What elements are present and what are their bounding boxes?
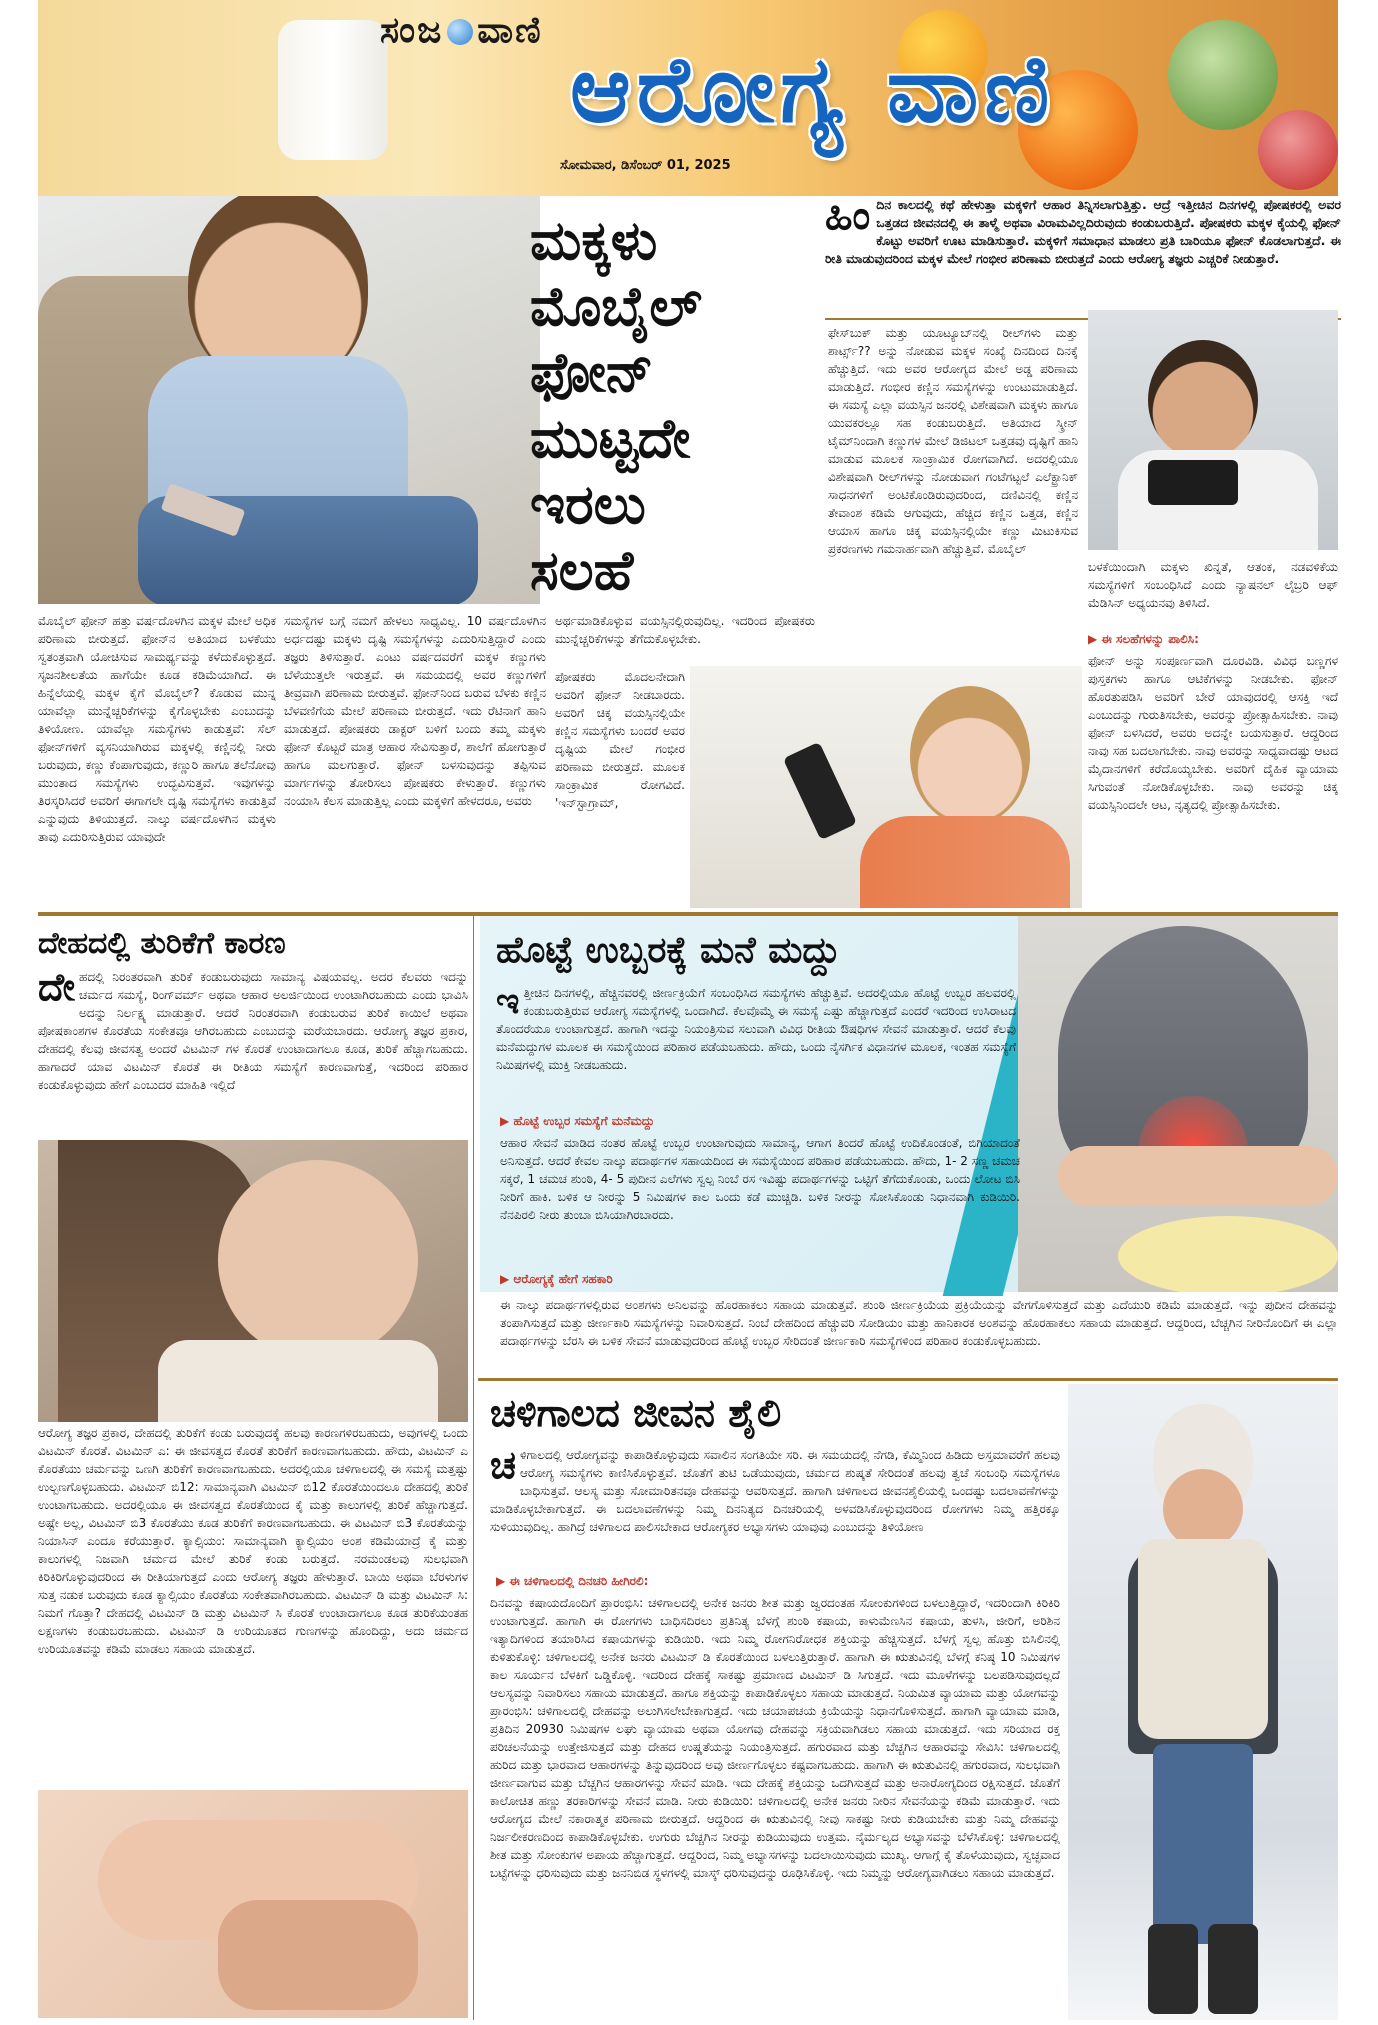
dropcap: ಇ: [496, 984, 520, 1022]
fruit-illustration: [1168, 20, 1278, 130]
dropcap: ಚ: [490, 1446, 516, 1487]
article3-headline: ಹೊಟ್ಟೆ ಉಬ್ಬರಕ್ಕೆ ಮನೆ ಮದ್ದು: [496, 930, 841, 971]
article1-col2: ಸಮಸ್ಯೆಗಳ ಬಗ್ಗೆ ನಮಗೆ ಹೇಳಲು ಸಾಧ್ಯವಿಲ್ಲ. 10 ವರ್ಷದೊಳಗಿನ ಅರ್ಧದಷ್ಟು ಮಕ್ಕಳು ದೃಷ್ಟಿ ಸಮಸ್ಯೆಗಳನ್ನು ಎದುರಿಸುತ್ತಿದ್ದಾರೆ ಎಂದು ತಜ್ಞರು ತಿಳಿಸುತ್ತಾರೆ. ಎಂಟು ವರ್ಷದವರೆಗೆ ಮಕ್ಕಳ ಕಣ್ಣುಗಳು ಬೆಳೆಯುತ್ತಲೇ ಇರುತ್ತವೆ. ಈ ಸಮಯದಲ್ಲಿ ಅವರ ಕಣ್ಣುಗಳಿಗೆ ತೀವ್ರವಾಗಿ ಪರಿಣಾಮ ಬೀರುತ್ತವೆ. ಫೋನ್‌ನಿಂದ ಬರುವ ಬೆಳಕು ಕಣ್ಣಿನ ಬೆಳವಣಿಗೆಯ ಮೇಲೆ ಪರಿಣಾಮ ಬೀರುತ್ತದೆ. ಇದು ರೆಟಿನಾಗೆ ಹಾನಿ ಮಾಡುತ್ತದೆ. ಪೋಷಕರು ಡಾಕ್ಟರ್ ಬಳಿಗೆ ಬಂದು ತಮ್ಮ ಮಕ್ಕಳು ಫೋನ್ ಕೊಟ್ಟರೆ ಮಾತ್ರ ಆಹಾರ ಸೇವಿಸುತ್ತಾರೆ, ಶಾಲೆಗೆ ಹೋಗುತ್ತಾರೆ ಹಾಗೂ ಮಲಗುತ್ತಾರೆ. ಫೋನ್ ಬಳಸುವುದನ್ನು ತಪ್ಪಿಸುವ ಮಾರ್ಗಗಳನ್ನು ತೋರಿಸಲು ಪೋಷಕರು ಕೇಳುತ್ತಾರೆ. ಕಣ್ಣುಗಳು ನಂಯಾಸಿ ಕೆಲಸ ಮಾಡುತ್ತಿಲ್ಲ ಎಂದು ಮಕ್ಕಳಿಗೆ ಹೇಳದರೂ, ಅವರು: [284, 614, 546, 808]
photo-scratching-arm: [38, 1790, 468, 2018]
article2-body: ಆರೋಗ್ಯ ತಜ್ಞರ ಪ್ರಕಾರ, ದೇಹದಲ್ಲಿ ತುರಿಕೆಗೆ ಕಂಡು ಬರುವುದಕ್ಕೆ ಹಲವು ಕಾರಣಗಳಿರಬಹುದು, ಅವುಗಳಲ್ಲಿ ಒಂದು ವಿಟಮಿನ್ ಕೊರತೆ. ವಿಟಮಿನ್ ಎ: ಈ ಜೀವಸತ್ವದ ಕೊರತೆ ತುರಿಕೆಗೆ ಕಾರಣವಾಗಬಹುದು. ಹೌದು, ವಿಟಮಿನ್ ಎ ಕೊರತೆಯು ಚರ್ಮವನ್ನು ಒಣಗಿ ತುರಿಕೆಗೆ ಕಾರಣವಾಗಬಹುದು. ಅದರಲ್ಲಿಯೂ ಚಳಿಗಾಲದಲ್ಲಿ ಈ ಸಮಸ್ಯೆ ಮತ್ತಷ್ಟು ಉಲ್ಬಣಗೊಳ್ಳಬಹುದು. ವಿಟಮಿನ್ ಬಿ12: ಸಾಮಾನ್ಯವಾಗಿ ವಿಟಮಿನ್ ಬಿ12 ಕೊರತೆಯಿಂದಲೂ ದೇಹದಲ್ಲಿ ತುರಿಕೆ ಉಂಟಾಗಬಹುದು. ಅದರಲ್ಲಿಯೂ ಈ ಜೀವಸತ್ವದ ಕೊರತೆಯಿಂದ ಕೈ ಮತ್ತು ಕಾಲುಗಳಲ್ಲಿ ತುರಿಕೆ ಹೆಚ್ಚಾಗುತ್ತದೆ. ಅಷ್ಟೇ ಅಲ್ಲ, ವಿಟಮಿನ್ ಬಿ3 ಕೊರತೆಯು ಕೂಡ ತುರಿಕೆಗೆ ಕಾರಣವಾಗಬಹುದು. ಈ ವಿಟಮಿನ್ ಬಿ3 ಕೊರತೆಯನ್ನು ನಿಯಾಸಿನ್ ಎಂದೂ ಕರೆಯುತ್ತಾರೆ. ಕ್ಯಾಲ್ಸಿಯಂ: ಸಾಮಾನ್ಯವಾಗಿ ಕ್ಯಾಲ್ಸಿಯಂ ಅಂಶ ಕಡಿಮೆಯಾದ್ರೆ ಕೈ ಮತ್ತು ಕಾಲುಗಳಲ್ಲಿ ನಿಜವಾಗಿ ಚರ್ಮದ ಮೇಲೆ ತುರಿಕೆ ಕಂಡು ಬರುತ್ತದೆ. ನರಮಂಡಲವು ಸುಲಭವಾಗಿ ಕಿರಿಕಿರಿಗೊಳ್ಳುವುದರಿಂದ ಈ ರೀತಿಯಾಗುತ್ತದೆ ಎಂದು ಆರೋಗ್ಯ ತಜ್ಞರು ಹೇಳುತ್ತಾರೆ. ಬಾಯಿ ಅಥವಾ ಬೆರಳುಗಳ ಸುತ್ತ ನಡುಕ ಬರುವುದು ಕೂಡ ಕ್ಯಾಲ್ಸಿಯಂ ಕೊರತೆಯ ಸಂಕೇತವಾಗಿರಬಹುದು. ವಿಟಮಿನ್ ಡಿ ಮತ್ತು ವಿಟಮಿನ್ ಸಿ: ನಿಮಗೆ ಗೊತ್ತಾ? ದೇಹದಲ್ಲಿ ವಿಟಮಿನ್ ಡಿ ಮತ್ತು ವಿಟಮಿನ್ ಸಿ ಕೊರತೆ ಉಂಟಾದಾಗಲೂ ಕೂಡ ತುರಿಕೆಯಂತಹ ಲಕ್ಷಣಗಳು ಕಂಡುಬರಬಹುದು. ವಿಟಮಿನ್ ಡಿ ಉರಿಯೂತದ ಗುಣಗಳನ್ನು ಹೊಂದಿದ್ದು, ಅದು ಚರ್ಮದ ಉರಿಯೂತವನ್ನು ಕಡಿಮೆ ಮಾಡಲು ಸಹಾಯ ಮಾಡುತ್ತದೆ.: [38, 1426, 468, 1656]
article3-subheading-1: ▶ ಹೊಟ್ಟೆ ಉಬ್ಬರ ಸಮಸ್ಯೆಗೆ ಮನೆಮದ್ದು: [500, 1114, 655, 1128]
article4-subheading: ▶ ಈ ಚಳಿಗಾಲದಲ್ಲಿ ದಿನಚರಿ ಹೀಗಿರಲಿ:: [496, 1574, 649, 1588]
column-divider: [473, 916, 474, 2020]
tips-text: ಫೋನ್ ಅನ್ನು ಸಂಪೂರ್ಣವಾಗಿ ದೂರವಿಡಿ. ವಿವಿಧ ಬಣ್ಣಗಳ ಪುಸ್ತಕಗಳು ಹಾಗೂ ಆಟಿಕೆಗಳನ್ನು ನೀಡಬೇಕು. ಫೋನ್ ಹೊರತುಪಡಿಸಿ ಅವರಿಗೆ ಬೇರೆ ಯಾವುದರಲ್ಲಿ ಆಸಕ್ತಿ ಇದೆ ಎಂಬುದನ್ನು ಗುರುತಿಸಬೇಕು, ಅವರನ್ನು ಪ್ರೋತ್ಸಾಹಿಸಬೇಕು. ನಾವು ಫೋನ್ ಬಳಸಿದರೆ, ಅವರು ಅದನ್ನೇ ಬಯಸುತ್ತಾರೆ. ಆದ್ದರಿಂದ ನಾವು ಸಹ ಬದಲಾಗಬೇಕು. ನಾವು ಅವರನ್ನು ಸಾಧ್ಯವಾದಷ್ಟು ಆಟದ ಮೈದಾನಗಳಿಗೆ ಕರೆದೊಯ್ಯಬೇಕು. ಅವರಿಗೆ ದೈಹಿಕ ವ್ಯಾಯಾಮ ಸಿಗುವಂತೆ ನೋಡಿಕೊಳ್ಳಬೇಕು. ನಾವು ಅವರನ್ನು ಚಿಕ್ಕ ವಯಸ್ಸಿನಿಂದಲೇ ಆಟ, ನೃತ್ಯದಲ್ಲಿ ಪ್ರೋತ್ಸಾಹಿಸಬೇಕು.: [1088, 654, 1338, 812]
article1-col-right-top: ಫೇಸ್‌ಬುಕ್ ಮತ್ತು ಯೂಟ್ಯೂಬ್‌ನಲ್ಲಿ ರೀಲ್‌ಗಳು ಮತ್ತು ಶಾರ್ಟ್ಸ್?? ಅನ್ನು ನೋಡುವ ಮಕ್ಕಳ ಸಂಖ್ಯೆ ದಿನದಿಂದ ದಿನಕ್ಕೆ ಹೆಚ್ಚುತ್ತಿದೆ. ಇದು ಅವರ ಆರೋಗ್ಯದ ಮೇಲೆ ಅಡ್ಡ ಪರಿಣಾಮ ಮಾಡುತ್ತಿದೆ. ಗಂಭೀರ ಕಣ್ಣಿನ ಸಮಸ್ಯೆಗಳನ್ನು ಉಂಟುಮಾಡುತ್ತಿದೆ. ಈ ಸಮಸ್ಯೆ ಎಲ್ಲಾ ವಯಸ್ಸಿನ ಜನರಲ್ಲಿ ವಿಶೇಷವಾಗಿ ಮಕ್ಕಳು ಹಾಗೂ ಯುವಕರಲ್ಲೂ ಸಹ ಕಂಡುಬರುತ್ತಿದೆ. ಅತಿಯಾದ ಸ್ಕ್ರೀನ್ ಟೈಮ್‌ನಿಂದಾಗಿ ಕಣ್ಣುಗಳ ಮೇಲೆ ಡಿಜಿಟಲ್ ಒತ್ತಡವು ದೃಷ್ಟಿಗೆ ಹಾನಿ ಮಾಡುವ ಮೂಲಕ ಸಾಂಕ್ರಾಮಿಕ ರೋಗವಾಗಿದೆ. ಅದರಲ್ಲಿಯೂ ವಿಶೇಷವಾಗಿ ರೀಲ್‌ಗಳನ್ನು ನೋಡುವಾಗ ಗಂಟೆಗಟ್ಟಲೆ ಎಲೆಕ್ಟ್ರಾನಿಕ್ ಸಾಧನಗಳಿಗೆ ಅಂಟಿಕೊಂಡಿರುವುದರಿಂದ, ದಣಿವಿನಲ್ಲಿ ಕಣ್ಣಿನ ತೇವಾಂಶ ಕಡಿಮೆ ಆಗುವುದು, ಹೆಚ್ಚಿದ ಕಣ್ಣಿನ ಒತ್ತಡ, ಕಣ್ಣಿನ ಆಯಾಸ ಹಾಗೂ ಚಿಕ್ಕ ವಯಸ್ಸಿನಲ್ಲಿಯೇ ಕಣ್ಣು ಮಿಟುಕಿಸುವ ಪ್ರಕರಣಗಳು ಗಮನಾರ್ಹವಾಗಿ ಹೆಚ್ಚುತ್ತಿವೆ. ಮೊಬೈಲ್: [828, 326, 1078, 556]
article3-intro: ಇತ್ತೀಚಿನ ದಿನಗಳಲ್ಲಿ, ಹೆಚ್ಚಿನವರಲ್ಲಿ ಜೀರ್ಣಕ್ರಿಯೆಗೆ ಸಂಬಂಧಿಸಿದ ಸಮಸ್ಯೆಗಳು ಹೆಚ್ಚುತ್ತಿವೆ. ಅದರಲ್ಲಿಯೂ ಹೊಟ್ಟೆ ಉಬ್ಬರ ಹಲವರಲ್ಲಿ ಕಂಡುಬರುತ್ತಿರುವ ಆರೋಗ್ಯ ಸಮಸ್ಯೆಗಳಲ್ಲಿ ಒಂದಾಗಿದೆ. ಕೆಲವೊಮ್ಮೆ ಈ ಸಮಸ್ಯೆ ಎಷ್ಟು ಹೆಚ್ಚಾಗುತ್ತದೆ ಎಂದರೆ ಇದರಿಂದ ಉಸಿರಾಟದ ತೊಂದರೆಯೂ ಉಂಟಾಗುತ್ತದೆ. ಹಾಗಾಗಿ ಇದನ್ನು ನಿಯಂತ್ರಿಸುವ ಸಲುವಾಗಿ ವಿವಿಧ ರೀತಿಯ ಔಷಧಿಗಳ ಸೇವನೆ ಮಾಡುತ್ತಾರೆ. ಆದರೆ ಕೆಲವು ಮನೆಮದ್ದುಗಳ ಮೂಲಕ ಈ ಸಮಸ್ಯೆಯಿಂದ ಪರಿಹಾರ ಪಡೆಯಬಹುದು. ಹೌದು, ಒಂದು ನೈಸರ್ಗಿಕ ವಿಧಾನಗಳ ಮೂಲಕ, ಇಂತಹ ಸಮಸ್ಯೆಗೆ ನಿಮಿಷಗಳಲ್ಲಿ ಮುಕ್ತಿ ನೀಡಬಹುದು.: [496, 984, 1016, 1072]
globe-icon: [447, 19, 473, 45]
article1-col3b: ಪೋಷಕರು ಮೊದಲನೇದಾಗಿ ಅವರಿಗೆ ಫೋನ್ ನೀಡಬಾರದು. ಅವರಿಗೆ ಚಿಕ್ಕ ವಯಸ್ಸಿನಲ್ಲಿಯೇ ಕಣ್ಣಿನ ಸಮಸ್ಯೆಗಳು ಬಂದರೆ ಅವರ ದೃಷ್ಟಿಯ ಮೇಲೆ ಗಂಭೀರ ಪರಿಣಾಮ ಬೀರುತ್ತದೆ. ಮೂಲಕ ಸಾಂಕ್ರಾಮಿಕ ರೋಗವಿದೆ. 'ಇನ್‌ಸ್ಟಾಗ್ರಾಮ್,: [555, 670, 685, 810]
photo-woman-in-snow: [1068, 1384, 1338, 2020]
photo-itchy-shoulder: [38, 1140, 468, 1422]
article1-col3a: ಅರ್ಥಮಾಡಿಕೊಳ್ಳುವ ವಯಸ್ಸಿನಲ್ಲಿರುವುದಿಲ್ಲ. ಇದರಿಂದ ಪೋಷಕರು ಮುನ್ನೆಚ್ಚರಿಕೆಗಳನ್ನು ತೆಗೆದುಕೊಳ್ಳಬೇಕು.: [555, 614, 815, 646]
tips-heading: ▶ ಈ ಸಲಹೆಗಳನ್ನು ಪಾಲಿಸಿ:: [1088, 632, 1199, 646]
article1-col-right-bottom: ಬಳಕೆಯಿಂದಾಗಿ ಮಕ್ಕಳು ಖಿನ್ನತೆ, ಆತಂಕ, ನಡವಳಿಕೆಯ ಸಮಸ್ಯೆಗಳಿಗೆ ಸಂಬಂಧಿಸಿದೆ ಎಂದು ನ್ಯಾಷನಲ್ ಲೈಬ್ರರಿ ಆಫ್ ಮೆಡಿಸಿನ್ ಅಧ್ಯಯನವು ತಿಳಿಸಿದೆ.: [1088, 560, 1338, 610]
section-divider: [478, 1378, 1338, 1381]
photo-boy-with-phone: [38, 196, 540, 604]
fruit-illustration: [1258, 110, 1338, 190]
article1-headline: ಮಕ್ಕಳು ಮೊಬೈಲ್ ಫೋನ್ ಮುಟ್ಟದೇ ಇರಲು ಸಲಹೆ: [530, 209, 702, 602]
article1-intro: ಹಿಂದಿನ ಕಾಲದಲ್ಲಿ ಕಥೆ ಹೇಳುತ್ತಾ ಮಕ್ಕಳಿಗೆ ಆಹಾರ ತಿನ್ನಿಸಲಾಗುತ್ತಿತ್ತು. ಆದ್ರೆ ಇತ್ತೀಚಿನ ದಿನಗಳಲ್ಲಿ ಪೋಷಕರಲ್ಲಿ ಅವರ ಒತ್ತಡದ ಜೀವನದಲ್ಲಿ ಈ ತಾಳ್ಮೆ ಅಥವಾ ವಿರಾಮವಿಲ್ಲದಿರುವುದು ಕಂಡುಬರುತ್ತಿದೆ. ಪೋಷಕರು ಮಕ್ಕಳ ಕೈಯಲ್ಲಿ ಫೋನ್ ಕೊಟ್ಟು ಅವರಿಗೆ ಊಟ ಮಾಡಿಸುತ್ತಾರೆ. ಮಕ್ಕಳಿಗೆ ಸಮಾಧಾನ ಮಾಡಲು ಪ್ರತಿ ಬಾರಿಯೂ ಫೋನ್ ಕೊಡಲಾಗುತ್ತದೆ. ಈ ರೀತಿ ಮಾಡುವುದರಿಂದ ಮಕ್ಕಳ ಮೇಲೆ ಗಂಭೀರ ಪರಿಣಾಮ ಬೀರುತ್ತದೆ ಎಂದು ಆರೋಗ್ಯ ತಜ್ಞರು ಎಚ್ಚರಿಕೆ ನೀಡುತ್ತಾರೆ.: [825, 196, 1341, 266]
photo-boy-gaming: [1088, 310, 1338, 550]
article3-subheading-2: ▶ ಆರೋಗ್ಯಕ್ಕೆ ಹೇಗೆ ಸಹಕಾರಿ: [500, 1272, 613, 1286]
photo-stomach-bloating: [1018, 916, 1338, 1292]
article4-intro: ಚಳಿಗಾಲದಲ್ಲಿ ಆರೋಗ್ಯವನ್ನು ಕಾಪಾಡಿಕೊಳ್ಳುವುದು ಸವಾಲಿನ ಸಂಗತಿಯೇ ಸರಿ. ಈ ಸಮಯದಲ್ಲಿ ನೆಗಡಿ, ಕೆಮ್ಮಿನಿಂದ ಹಿಡಿದು ಅಸ್ತಮಾವರೆಗೆ ಹಲವು ಆರೋಗ್ಯ ಸಮಸ್ಯೆಗಳು ಕಾಣಿಸಿಕೊಳ್ಳುತ್ತವೆ. ಜೊತೆಗೆ ತುಟಿ ಒಡೆಯುವುದು, ಚರ್ಮದ ಶುಷ್ಕತೆ ಸೇರಿದಂತೆ ಹಲವು ತ್ವಚೆ ಸಂಬಂಧಿ ಸಮಸ್ಯೆಗಳೂ ಬಾಧಿಸುತ್ತವೆ. ಆಲಸ್ಯ ಮತ್ತು ಸೋಮಾರಿತನವೂ ದೇಹವನ್ನು ಆವರಿಸುತ್ತದೆ. ಹಾಗಾಗಿ ಚಳಿಗಾಲದ ಜೀವನಶೈಲಿಯಲ್ಲಿ ಒಂದಷ್ಟು ಬದಲಾವಣೆಗಳನ್ನು ಮಾಡಿಕೊಳ್ಳಬೇಕಾಗುತ್ತದೆ. ಈ ಬದಲಾವಣೆಗಳನ್ನು ನಿಮ್ಮ ದಿನನಿತ್ಯದ ದಿನಚರಿಯಲ್ಲಿ ಅಳವಡಿಸಿಕೊಳ್ಳುವುದರಿಂದ ರೋಗಗಳು ನಿಮ್ಮ ಹತ್ತಿರಕ್ಕೂ ಸುಳಿಯುವುದಿಲ್ಲ. ಹಾಗಿದ್ರೆ ಚಳಿಗಾಲದ ಪಾಲಿಸಬೇಕಾದ ಆರೋಗ್ಯಕರ ಅಭ್ಯಾಸಗಳು ಯಾವುವು ಎಂಬುದನ್ನು ತಿಳಿಯೋಣ: [490, 1446, 1060, 1534]
article3-body-1: ಆಹಾರ ಸೇವನೆ ಮಾಡಿದ ನಂತರ ಹೊಟ್ಟೆ ಉಬ್ಬರ ಉಂಟಾಗುವುದು ಸಾಮಾನ್ಯ, ಆಗಾಗ ತಿಂದರೆ ಹೊಟ್ಟೆ ಉದಿಕೊಂಡಂತೆ, ಬಿಗಿಯಾದಂತೆ ಅನಿಸುತ್ತದೆ. ಆದರೆ ಕೇವಲ ನಾಲ್ಕು ಪದಾರ್ಥಗಳ ಸಹಾಯದಿಂದ ಈ ಸಮಸ್ಯೆಯಿಂದ ಪರಿಹಾರ ಪಡೆಯಬಹುದು. ಹೌದು, 1- 2 ಸಣ್ಣ ಚಮಚ ಸಕ್ಕರೆ, 1 ಚಮಚ ಶುಂಠಿ, 4- 5 ಪುದೀನ ಎಲೆಗಳು ಸ್ವಲ್ಪ ನಿಂಬೆ ರಸ ಇವಿಷ್ಟು ಪದಾರ್ಥಗಳನ್ನು ಒಟ್ಟಿಗೆ ತೆಗೆದುಕೊಂಡು, ಒಂದು ಲೋಟ ಬಿಸಿ ನೀರಿಗೆ ಹಾಕಿ. ಬಳಿಕ ಆ ನೀರನ್ನು 5 ನಿಮಿಷಗಳ ಕಾಲ ಒಂದು ಕಡೆ ಮುಚ್ಚಿಡಿ. ಬಳಿಕ ನೀರನ್ನು ಸೋಸಿಕೊಂಡು ನಿಧಾನವಾಗಿ ಕುಡಿಯಿರಿ. ನೆನಪಿರಲಿ ನೀರು ತುಂಬಾ ಬಿಸಿಯಾಗಿರಬಾರದು.: [500, 1136, 1020, 1222]
phone-icon: [1148, 460, 1238, 505]
page-title: ಆರೋಗ್ಯ ವಾಣಿ: [570, 36, 1056, 143]
article4-headline: ಚಳಿಗಾಲದ ಜೀವನ ಶೈಲಿ: [490, 1391, 782, 1435]
article2-headline: ದೇಹದಲ್ಲಿ ತುರಿಕೆಗೆ ಕಾರಣ: [38, 926, 286, 961]
glass-of-milk: [278, 20, 388, 160]
dropcap: ಹಿಂ: [825, 196, 871, 239]
article4-body: ದಿನವನ್ನು ಕಷಾಯದೊಂದಿಗೆ ಪ್ರಾರಂಭಿಸಿ: ಚಳಿಗಾಲದಲ್ಲಿ ಅನೇಕ ಜನರು ಶೀತ ಮತ್ತು ಜ್ವರದಂತಹ ಸೋಂಕುಗಳಿಂದ ಬಳಲುತ್ತಿದ್ದಾರೆ, ಇದರಿಂದಾಗಿ ಕಿರಿಕಿರಿ ಉಂಟಾಗುತ್ತದೆ. ಹಾಗಾಗಿ ಈ ರೋಗಗಳು ಬಾಧಿಸದಿರಲು ಪ್ರತಿನಿತ್ಯ ಬೆಳಗ್ಗೆ ಶುಂಠಿ ಕಷಾಯ, ಕಾಳುಮೆಣಸಿನ ಕಷಾಯ, ತುಳಸಿ, ಜೀರಿಗೆ, ಅರಿಶಿನ ಇತ್ಯಾದಿಗಳಿಂದ ತಯಾರಿಸಿದ ಕಷಾಯಗಳನ್ನು ಕುಡಿಯಿರಿ. ಇದು ನಿಮ್ಮ ರೋಗನಿರೋಧಕ ಶಕ್ತಿಯನ್ನು ಹೆಚ್ಚಿಸುತ್ತದೆ. ಬೆಳಗ್ಗೆ ಸ್ವಲ್ಪ ಹೊತ್ತು ಬಿಸಿಲಿನಲ್ಲಿ ಕುಳಿತುಕೊಳ್ಳಿ: ಚಳಿಗಾಲದಲ್ಲಿ ಅನೇಕ ಜನರು ವಿಟಮಿನ್ ಡಿ ಕೊರತೆಯಿಂದ ಬಳಲುತ್ತಿರುತ್ತಾರೆ. ಹಾಗಾಗಿ ಈ ಋತುವಿನಲ್ಲಿ ಬೆಳಗ್ಗೆ ಕನಿಷ್ಠ 10 ನಿಮಿಷಗಳ ಕಾಲ ಸೂರ್ಯನ ಬೆಳಕಿಗೆ ಒಡ್ಡಿಕೊಳ್ಳಿ. ಇದರಿಂದ ದೇಹಕ್ಕೆ ಸಾಕಷ್ಟು ಪ್ರಮಾಣದ ವಿಟಮಿನ್ ಡಿ ಸಿಗುತ್ತದೆ. ಇದು ಮೂಳೆಗಳನ್ನು ಬಲಪಡಿಸುವುದಲ್ಲದೆ ಆಲಸ್ಯವನ್ನು ನಿವಾರಿಸಲು ಸಹಾಯ ಮಾಡುತ್ತದೆ. ಹಾಗೂ ಶಕ್ತಿಯನ್ನು ಕಾಪಾಡಿಕೊಳ್ಳಲು ಸಹಾಯ ಮಾಡುತ್ತದೆ. ನಿಯಮಿತ ವ್ಯಾಯಾಮ ಮತ್ತು ಯೋಗವನ್ನು ಪ್ರಾರಂಭಿಸಿ: ಚಳಿಗಾಲದಲ್ಲಿ ದೇಹವನ್ನು ಅಲುಗಿಸಲೇಬೇಕಾಗುತ್ತದೆ. ಇದು ಚಯಾಪಚಯ ಕ್ರಿಯೆಯನ್ನು ನಿಧಾನಗೊಳಿಸುತ್ತದೆ. ಹಾಗಾಗಿ ವ್ಯಾಯಾಮ ಮಾಡಿ, ಪ್ರತಿದಿನ 20930 ನಿಮಿಷಗಳ ಲಘು ವ್ಯಾಯಾಮ ಅಥವಾ ಯೋಗವು ದೇಹವನ್ನು ಸಕ್ರಿಯವಾಗಿಡಲು ಸಹಾಯ ಮಾಡುತ್ತದೆ. ಇದು ಸರಿಯಾದ ರಕ್ತ ಪರಿಚಲನೆಯನ್ನು ಉತ್ತೇಜಿಸುತ್ತದೆ ಮತ್ತು ದೇಹದ ಉಷ್ಣತೆಯನ್ನು ನಿಯಂತ್ರಿಸುತ್ತದೆ. ಹಗುರವಾದ ಮತ್ತು ಬೆಚ್ಚಗಿನ ಆಹಾರವನ್ನು ಸೇವಿಸಿ: ಚಳಿಗಾಲದಲ್ಲಿ ಹುರಿದ ಮತ್ತು ಭಾರವಾದ ಆಹಾರಗಳನ್ನು ತಿನ್ನುವುದರಿಂದ ಅವು ಜೀರ್ಣಗೊಳ್ಳಲು ಕಷ್ಟವಾಗಬಹುದು. ಹಾಗಾಗಿ ಈ ಋತುವಿನಲ್ಲಿ ಹಗುರವಾದ, ಸುಲಭವಾಗಿ ಜೀರ್ಣವಾಗುವ ಮತ್ತು ಬೆಚ್ಚಗಿನ ಆಹಾರಗಳನ್ನು ಸೇವನೆ ಮಾಡಿ. ಇದು ದೇಹಕ್ಕೆ ಶಕ್ತಿಯನ್ನು ಒದಗಿಸುತ್ತದೆ ಮತ್ತು ಅನಾರೋಗ್ಯದಿಂದ ರಕ್ಷಿಸುತ್ತದೆ. ಜೊತೆಗೆ ಕಾಲೋಚಿತ ಹಣ್ಣು ತರಕಾರಿಗಳನ್ನು ಸೇವನೆ ಮಾಡಿ. ನೀರು ಕುಡಿಯಿರಿ: ಚಳಿಗಾಲದಲ್ಲಿ ಅನೇಕ ಜನರು ನೀರಿನ ಸೇವನೆಯನ್ನು ಕಡಿಮೆ ಮಾಡುತ್ತಾರೆ. ಇದು ಆರೋಗ್ಯದ ಮೇಲೆ ನಕಾರಾತ್ಮಕ ಪರಿಣಾಮ ಬೀರುತ್ತದೆ. ಆದ್ದರಿಂದ ಈ ಋತುವಿನಲ್ಲಿ ನೀವು ಸಾಕಷ್ಟು ನೀರು ಕುಡಿಯಬೇಕು ಮತ್ತು ನಿಮ್ಮ ದೇಹವನ್ನು ನಿರ್ಜಲೀಕರಣದಿಂದ ಕಾಪಾಡಿಕೊಳ್ಳಬೇಕು. ಉಗುರು ಬೆಚ್ಚಗಿನ ನೀರನ್ನು ಕುಡಿಯುವುದು ಉತ್ತಮ. ನೈರ್ಮಲ್ಯದ ಅಭ್ಯಾಸವನ್ನು ಬೆಳೆಸಿಕೊಳ್ಳಿ: ಚಳಿಗಾಲದಲ್ಲಿ ಶೀತ ಮತ್ತು ಸೋಂಕುಗಳ ಅಪಾಯ ಹೆಚ್ಚಾಗುತ್ತದೆ. ಆದ್ದರಿಂದ, ನಿಮ್ಮ ಅಭ್ಯಾಸಗಳನ್ನು ಬದಲಾಯಿಸುವುದು ಮುಖ್ಯ. ಆಗಾಗ್ಗೆ ಕೈ ತೊಳೆಯುವುದು, ಸ್ವಚ್ಛವಾದ ಬಟ್ಟೆಗಳನ್ನು ಧರಿಸುವುದು ಮತ್ತು ಜನನಿಬಿಡ ಸ್ಥಳಗಳಲ್ಲಿ ಮಾಸ್ಕ್ ಧರಿಸುವುದನ್ನು ರೂಢಿಸಿಕೊಳ್ಳಿ. ಇದು ನಿಮ್ಮನ್ನು ಆರೋಗ್ಯವಾಗಿಡಲು ಸಹಾಯ ಮಾಡುತ್ತದೆ.: [490, 1596, 1060, 1880]
photo-girl-phone: [690, 666, 1082, 908]
issue-date: ಸೋಮವಾರ, ಡಿಸೆಂಬರ್ 01, 2025: [560, 158, 731, 173]
article3-body-2: ಈ ನಾಲ್ಕು ಪದಾರ್ಥಗಳಲ್ಲಿರುವ ಅಂಶಗಳು ಅನಿಲವನ್ನು ಹೊರಹಾಕಲು ಸಹಾಯ ಮಾಡುತ್ತವೆ. ಶುಂಠಿ ಜೀರ್ಣಕ್ರಿಯೆಯ ಪ್ರಕ್ರಿಯೆಯನ್ನು ವೇಗಗೊಳಿಸುತ್ತದೆ ಮತ್ತು ಎದೆಯುರಿ ಕಡಿಮೆ ಮಾಡುತ್ತದೆ. ಇನ್ನು ಪುದೀನ ದೇಹವನ್ನು ತಂಪಾಗಿಸುತ್ತದೆ ಮತ್ತು ಜೀರ್ಣಕಾರಿ ಸಮಸ್ಯೆಗಳನ್ನು ನಿವಾರಿಸುತ್ತದೆ. ನಿಂಬೆ ದೇಹದಿಂದ ಹೆಚ್ಚುವರಿ ಸೋಡಿಯಂ ಮತ್ತು ಹಾನಿಕಾರಕ ಅಂಶವನ್ನು ಹೊರಹಾಕಲು ಸಹಾಯ ಮಾಡುತ್ತದೆ. ಆದ್ದರಿಂದ, ಬೆಚ್ಚಗಿನ ನೀರಿನೊಂದಿಗೆ ಈ ಎಲ್ಲಾ ಪದಾರ್ಥಗಳನ್ನು ಬೆರಸಿ ಈ ಬಳಿಕ ಸೇವನೆ ಮಾಡುವುದರಿಂದ ಹೊಟ್ಟೆ ಉಬ್ಬರ ಸೇರಿದಂತೆ ಜೀರ್ಣಕಾರಿ ಸಮಸ್ಯೆಗಳಿಂದ ಪರಿಹಾರ ಕಂಡುಕೊಳ್ಳಬಹುದು.: [500, 1298, 1338, 1348]
phone-icon: [783, 742, 857, 840]
brand-logo: ಸಂಜ ವಾಣಿ: [380, 10, 543, 51]
article1-col1: ಮೊಬೈಲ್ ಫೋನ್ ಹತ್ತು ವರ್ಷದೊಳಗಿನ ಮಕ್ಕಳ ಮೇಲೆ ಅಧಿಕ ಪರಿಣಾಮ ಬೀರುತ್ತದೆ. ಫೋನ್‌ನ ಅತಿಯಾದ ಬಳಕೆಯು ಸ್ವತಂತ್ರವಾಗಿ ಯೋಚಿಸುವ ಸಾಮರ್ಥ್ಯವನ್ನು ಕಳೆದುಕೊಳ್ಳುತ್ತದೆ. ಸೃಜನಶೀಲತೆಯ ಹಾಗೆಯೇ ಕೂಡ ಕಡಿಮೆಯಾಗಿದೆ. ಈ ಹಿನ್ನೆಲೆಯಲ್ಲಿ ಮಕ್ಕಳ ಕೈಗೆ ಮೊಬೈಲ್? ಕೊಡುವ ಮುನ್ನ ಯಾವೆಲ್ಲಾ ಮುನ್ನೆಚ್ಚರಿಕೆಗಳನ್ನು ಕೈಗೊಳ್ಳಬೇಕು ಎಂಬುದನ್ನು ತಿಳಿಯೋಣ. ಯಾವೆಲ್ಲಾ ಸಮಸ್ಯೆಗಳು ಕಾಡುತ್ತವೆ: ಸೆಲ್ ಫೋನ್‌ಗಳಿಗೆ ವ್ಯಸನಿಯಾಗಿರುವ ಮಕ್ಕಳಲ್ಲಿ ಕಣ್ಣಿನಲ್ಲಿ ನೀರು ಬರುವುದು, ಕಣ್ಣು ಕೆಂಪಾಗುವುದು, ಕಣ್ಣುರಿ ಹಾಗೂ ತಲೆನೋವು ಮುಂತಾದ ಸಮಸ್ಯೆಗಳು ಉದ್ಭವಿಸುತ್ತವೆ. ಇವುಗಳನ್ನು ತಿರಸ್ಕರಿಸಿದರೆ ಅವರಿಗೆ ಈಗಾಗಲೇ ದೃಷ್ಟಿ ಸಮಸ್ಯೆಗಳು ಕಾಡುತ್ತಿವೆ ಎನ್ನುವುದು ತಿಳಿಯುತ್ತದೆ. ನಾಲ್ಕು ವರ್ಷದೊಳಗಿನ ಮಕ್ಕಳು ತಾವು ಎದುರಿಸುತ್ತಿರುವ ಯಾವುದೇ: [38, 614, 276, 844]
dropcap: ದೇ: [38, 968, 76, 1009]
article2-intro: ದೇಹದಲ್ಲಿ ನಿರಂತರವಾಗಿ ತುರಿಕೆ ಕಂಡುಬರುವುದು ಸಾಮಾನ್ಯ ವಿಷಯವಲ್ಲ. ಅದರ ಕೆಲವರು ಇದನ್ನು ಚರ್ಮದ ಸಮಸ್ಯೆ, ರಿಂಗ್‌ವರ್ಮ್ ಅಥವಾ ಆಹಾರ ಅಲರ್ಜಿಯಿಂದ ಉಂಟಾಗಿರಬಹುದು ಎಂದು ಭಾವಿಸಿ ಅದನ್ನು ನಿರ್ಲಕ್ಷ್ಯ ಮಾಡುತ್ತಾರೆ. ಆದರೆ ನಿರಂತರವಾಗಿ ಕಂಡುಬರುವ ತುರಿಕೆ ಕಾಯಿಲೆ ಅಥವಾ ಪೋಷಕಾಂಶಗಳ ಕೊರತೆಯ ಸಂಕೇತವೂ ಆಗಿರಬಹುದು ಎಂಬುದನ್ನು ಮರೆಯಬಾರದು. ಆರೋಗ್ಯ ತಜ್ಞರ ಪ್ರಕಾರ, ದೇಹದಲ್ಲಿ ಕೆಲವು ಜೀವಸತ್ವ ಅಂದರೆ ವಿಟಮಿನ್ ಗಳ ಕೊರತೆ ಉಂಟಾದಾಗಲೂ ಕೂಡ, ತುರಿಕೆ ಹೆಚ್ಚಾಗಬಹುದು. ಹಾಗಾದರೆ ಯಾವ ವಿಟಮಿನ್ ಕೊರತೆ ಈ ರೀತಿಯ ಸಮಸ್ಯೆಗೆ ಕಾರಣವಾಗುತ್ತೆ, ಇದರಿಂದ ಪರಿಹಾರ ಕಂಡುಕೊಳ್ಳುವುದು ಹೇಗೆ ಎಂಬುದರ ಮಾಹಿತಿ ಇಲ್ಲಿದೆ: [38, 968, 468, 1092]
